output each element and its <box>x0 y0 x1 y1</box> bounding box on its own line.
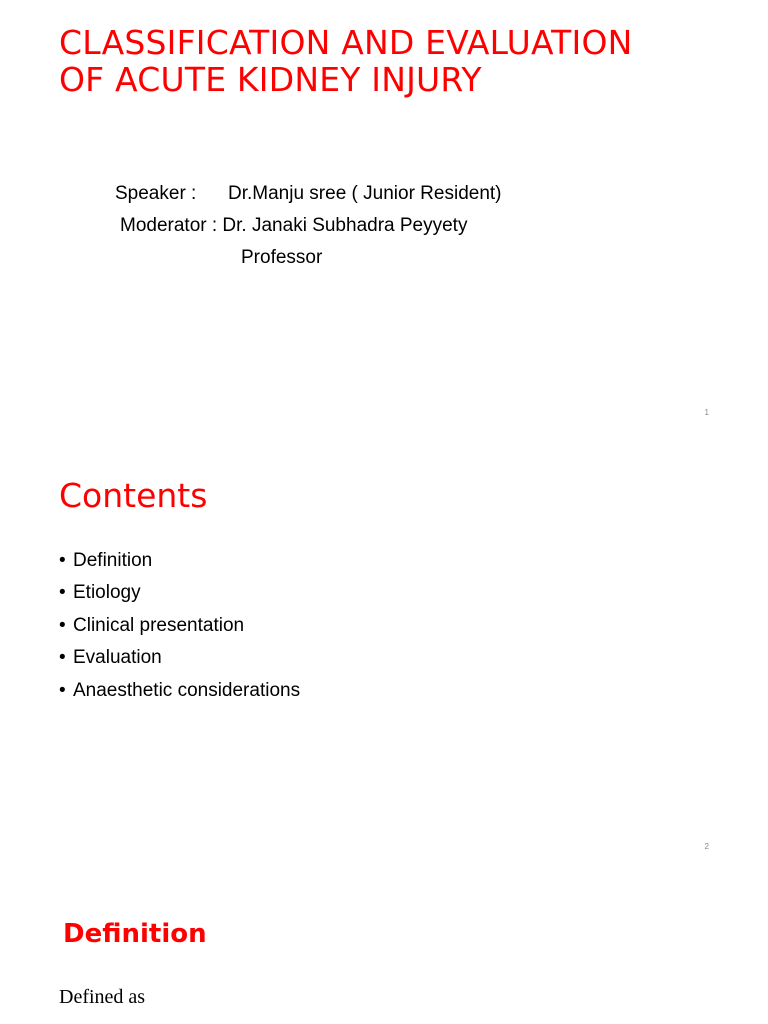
list-item <box>59 545 300 577</box>
moderator-role: Professor <box>241 247 323 268</box>
slide-contents <box>0 433 768 866</box>
contents-list <box>59 545 300 707</box>
page-number: 1 <box>704 408 709 417</box>
list-item-label: Evaluation <box>73 647 162 669</box>
slide-definition <box>0 866 768 1024</box>
bullet-icon: • <box>59 582 66 604</box>
presentation-title <box>59 24 633 98</box>
slide-title <box>0 0 768 433</box>
list-item <box>59 610 300 642</box>
moderator-row: Moderator : Dr. Janaki Subhadra Peyyety <box>120 215 468 236</box>
list-item-label: Clinical presentation <box>73 614 245 636</box>
list-item-label: Anaesthetic considerations <box>73 679 301 701</box>
bullet-icon: • <box>59 647 66 669</box>
definition-title: Definition <box>63 919 207 949</box>
speaker-name: Dr.Manju sree ( Junior Resident) <box>228 183 502 204</box>
list-item-label: Etiology <box>73 582 141 604</box>
title-line-2: OF ACUTE KIDNEY INJURY <box>59 60 482 99</box>
speaker-row <box>115 178 502 210</box>
page-number: 2 <box>704 842 709 851</box>
definition-text: Defined as <box>59 986 146 1008</box>
list-item <box>59 642 300 674</box>
contents-title: Contents <box>59 476 208 515</box>
bullet-icon: • <box>59 614 66 636</box>
bullet-icon: • <box>59 679 66 701</box>
bullet-icon: • <box>59 550 66 571</box>
list-item <box>59 577 300 609</box>
speaker-label: Speaker : <box>115 183 197 204</box>
list-item-label: Definition <box>73 550 153 571</box>
title-line-1: CLASSIFICATION AND EVALUATION <box>59 23 633 62</box>
list-item <box>59 675 300 707</box>
